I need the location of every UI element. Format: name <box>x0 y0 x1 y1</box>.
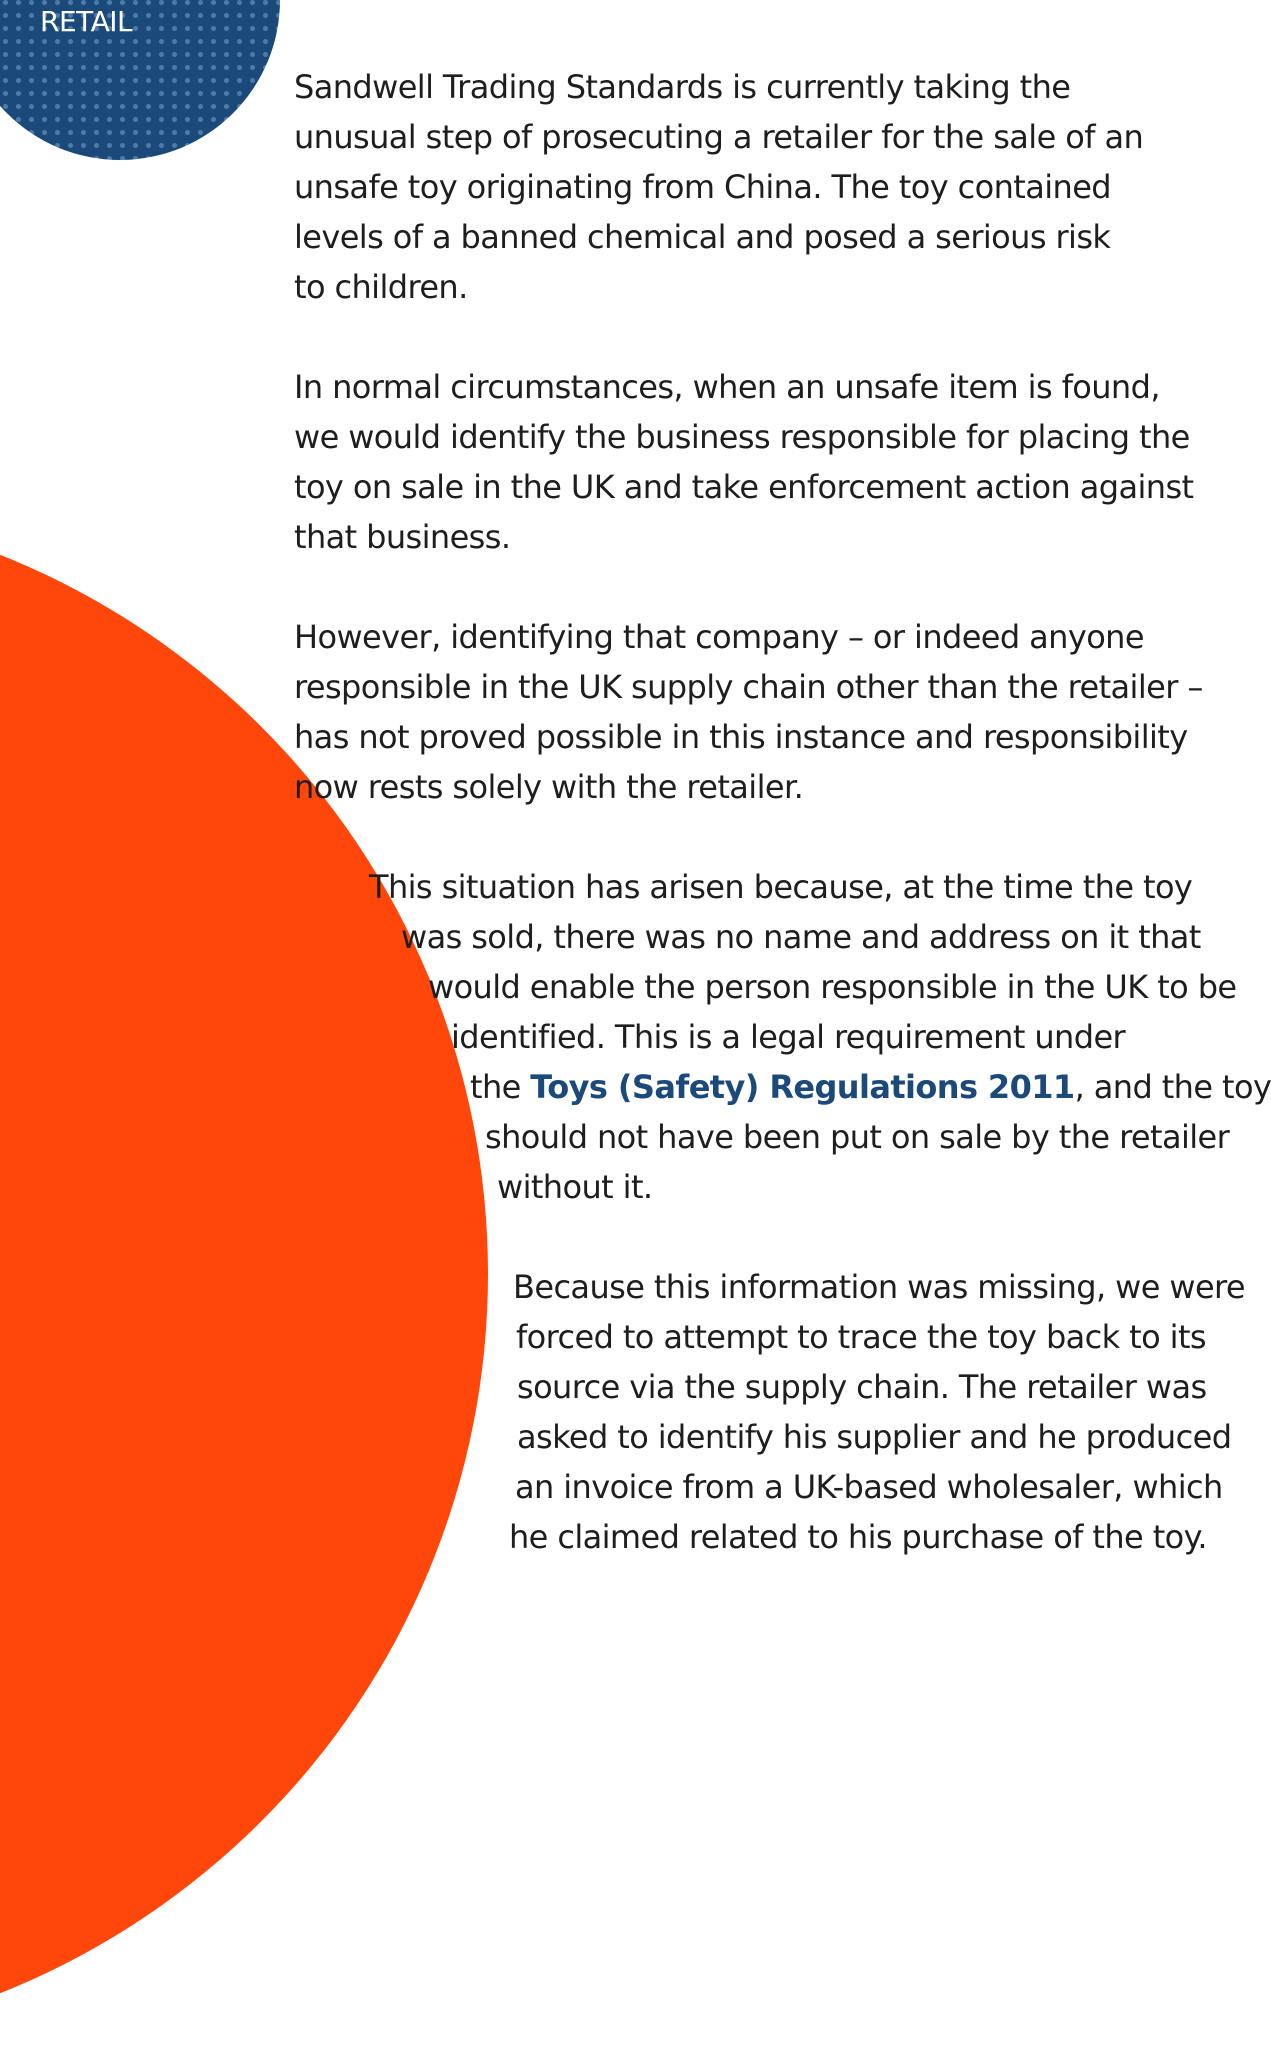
toys-safety-regulations-link[interactable]: Toys (Safety) Regulations 2011 <box>530 1068 1075 1106</box>
link-line-after: , and the toy <box>1074 1068 1271 1106</box>
paragraph-line: This situation has arisen because, at the time the toy <box>369 868 1193 906</box>
paragraph-line: forced to attempt to trace the toy back to its <box>516 1318 1206 1356</box>
paragraph-line: However, identifying that company – or indeed anyone <box>294 618 1144 656</box>
paragraph-line: he claimed related to his purchase of the toy. <box>509 1518 1207 1556</box>
paragraph-line: we would identify the business responsible for placing the <box>294 418 1190 456</box>
paragraph-line: In normal circumstances, when an unsafe item is found, <box>294 368 1160 406</box>
paragraph-line: unsafe toy originating from China. The toy contained <box>294 168 1112 206</box>
paragraph-line: an invoice from a UK-based wholesaler, which <box>515 1468 1223 1506</box>
paragraph-line: unusual step of prosecuting a retailer for the sale of an <box>294 118 1144 156</box>
paragraph-line: without it. <box>497 1168 653 1206</box>
paragraph-line: levels of a banned chemical and posed a serious risk <box>294 218 1111 256</box>
paragraph-line: to children. <box>294 268 468 306</box>
paragraph-line: Because this information was missing, we were <box>513 1268 1245 1306</box>
paragraph-line: identified. This is a legal requirement under <box>451 1018 1126 1056</box>
article-paragraph-5 <box>0 1262 1245 1562</box>
paragraph-line: that business. <box>294 518 511 556</box>
article-paragraph-3 <box>294 612 1203 812</box>
article-paragraph-1 <box>294 62 1143 312</box>
article-paragraph-4 <box>0 862 1271 1212</box>
paragraph-line <box>0 1062 1271 1112</box>
paragraph-line: asked to identify his supplier and he produced <box>517 1418 1232 1456</box>
paragraph-line: Sandwell Trading Standards is currently taking the <box>294 68 1071 106</box>
paragraph-line: source via the supply chain. The retailer was <box>517 1368 1207 1406</box>
paragraph-line: should not have been put on sale by the retailer <box>485 1118 1230 1156</box>
paragraph-line: now rests solely with the retailer. <box>294 768 804 806</box>
paragraph-line: was sold, there was no name and address on it that <box>401 918 1201 956</box>
article-paragraph-2 <box>294 362 1194 562</box>
paragraph-line: has not proved possible in this instance and responsibility <box>294 718 1188 756</box>
paragraph-line: responsible in the UK supply chain other than the retailer – <box>294 668 1203 706</box>
section-label: RETAIL <box>40 5 133 38</box>
link-line-before: the <box>470 1068 531 1106</box>
paragraph-line: would enable the person responsible in the UK to be <box>428 968 1237 1006</box>
paragraph-line: toy on sale in the UK and take enforcement action against <box>294 468 1194 506</box>
